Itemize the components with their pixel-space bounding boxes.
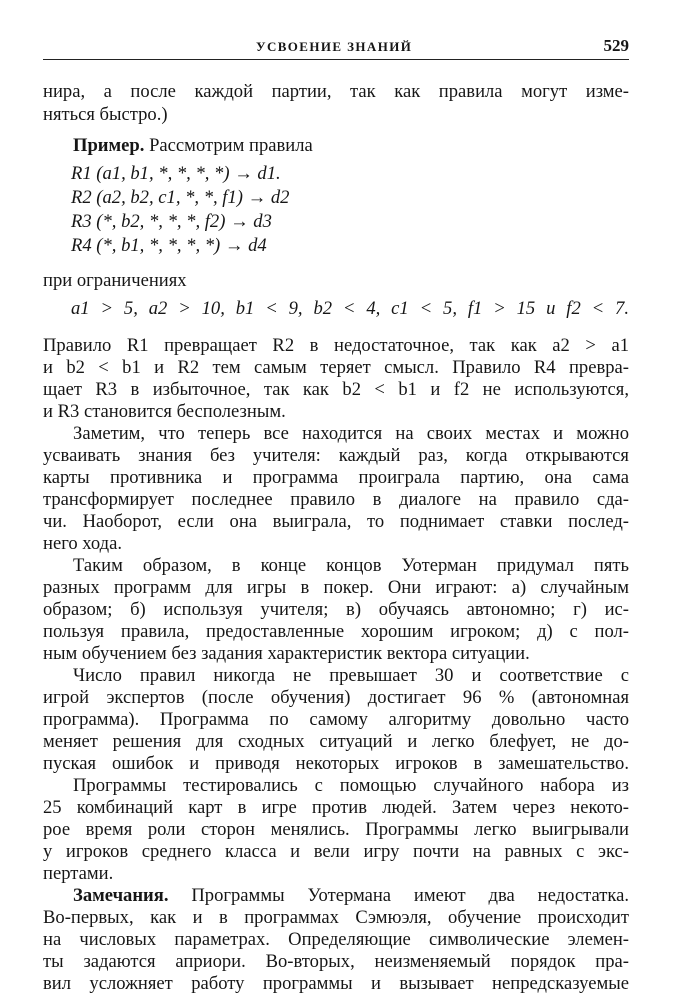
text-line: и R3 становится бесполезным. [43, 401, 286, 422]
rule-r4: R4 (*, b1, *, *, *, *) → d4 [71, 235, 267, 256]
constraints-formula: a1 > 5, a2 > 10, b1 < 9, b2 < 4, c1 < 5, f1 > 15 и f2 < 7. [71, 298, 629, 319]
text-line: образом; б) используя учителя; в) обучаясь автономно; г) ис- [43, 599, 629, 620]
page-number: 529 [603, 36, 629, 55]
text-line: меняет решения для сходных ситуаций и легко блефует, не до- [43, 731, 629, 752]
remarks-label: Замечания. [73, 885, 169, 906]
text-line: няться быстро.) [43, 104, 168, 125]
text-line: рое время роли сторон менялись. Программы легко выигрывали [43, 819, 629, 840]
text-line: Правило R1 превращает R2 в недостаточное, так как a2 > a1 [43, 335, 629, 356]
text-line: игрой экспертов (после обучения) достигает 96 % (автономная [43, 687, 629, 708]
text-line: пуская ошибок и приводя некоторых игроков в замешательство. [43, 753, 629, 774]
text-line: усваивать знания без учителя: каждый раз, когда открываются [43, 445, 629, 466]
text-line: пертами. [43, 863, 114, 884]
constraints-intro: при ограничениях [43, 270, 187, 291]
text-line: ты задаются априори. Во-вторых, неизменяемый порядок пра- [43, 951, 629, 972]
rule-r3: R3 (*, b2, *, *, *, f2) → d3 [71, 211, 272, 232]
text-line: щает R3 в избыточное, так как b2 < b1 и f2 не используются, [43, 379, 629, 400]
running-head [43, 36, 629, 60]
rule-r1: R1 (a1, b1, *, *, *, *) → d1. [71, 163, 281, 184]
text-line: чи. Наоборот, если она выиграла, то поднимает ставки послед- [43, 511, 629, 532]
running-title: УСВОЕНИЕ ЗНАНИЙ [256, 39, 413, 54]
remarks-line [73, 885, 629, 907]
example-line [73, 135, 313, 157]
text-line: разных программ для игры в покер. Они играют: а) случайным [43, 577, 629, 598]
text-line: Программы тестировались с помощью случайного набора из [73, 775, 629, 796]
text-line: и b2 < b1 и R2 тем самым теряет смысл. Правило R4 превра- [43, 357, 629, 378]
text-line: Таким образом, в конце концов Уотерман придумал пять [73, 555, 629, 576]
text-line: Заметим, что теперь все находится на своих местах и можно [73, 423, 629, 444]
example-label: Пример. [73, 135, 145, 156]
remarks-text: Программы Уотермана имеют два недостатка. [168, 885, 629, 906]
text-line: трансформирует последнее правило в диалоге на правило сда- [43, 489, 629, 510]
text-line: карты противника и программа проиграла партию, она сама [43, 467, 629, 488]
text-line: программа). Программа по самому алгоритму довольно часто [43, 709, 629, 730]
rule-r2: R2 (a2, b2, c1, *, *, f1) → d2 [71, 187, 290, 208]
text-line: нира, а после каждой партии, так как правила могут изме- [43, 81, 629, 102]
text-line: у игроков среднего класса и вели игру почти на равных с экс- [43, 841, 629, 862]
text-line: него хода. [43, 533, 123, 554]
text-line: на числовых параметрах. Определяющие символические элемен- [43, 929, 629, 950]
text-line: вил усложняет работу программы и вызывает непредсказуемые [43, 973, 629, 994]
text-line: Число правил никогда не превышает 30 и соответствие с [73, 665, 629, 686]
example-intro: Рассмотрим правила [144, 135, 313, 156]
text-line: Во-первых, как и в программах Сэмюэля, обучение происходит [43, 907, 629, 928]
text-line: пользуя правила, предоставленные хорошим игроком; д) с пол- [43, 621, 629, 642]
text-line: 25 комбинаций карт в игре против людей. Затем через некото- [43, 797, 629, 818]
text-line: ным обучением без задания характеристик вектора ситуации. [43, 643, 530, 664]
